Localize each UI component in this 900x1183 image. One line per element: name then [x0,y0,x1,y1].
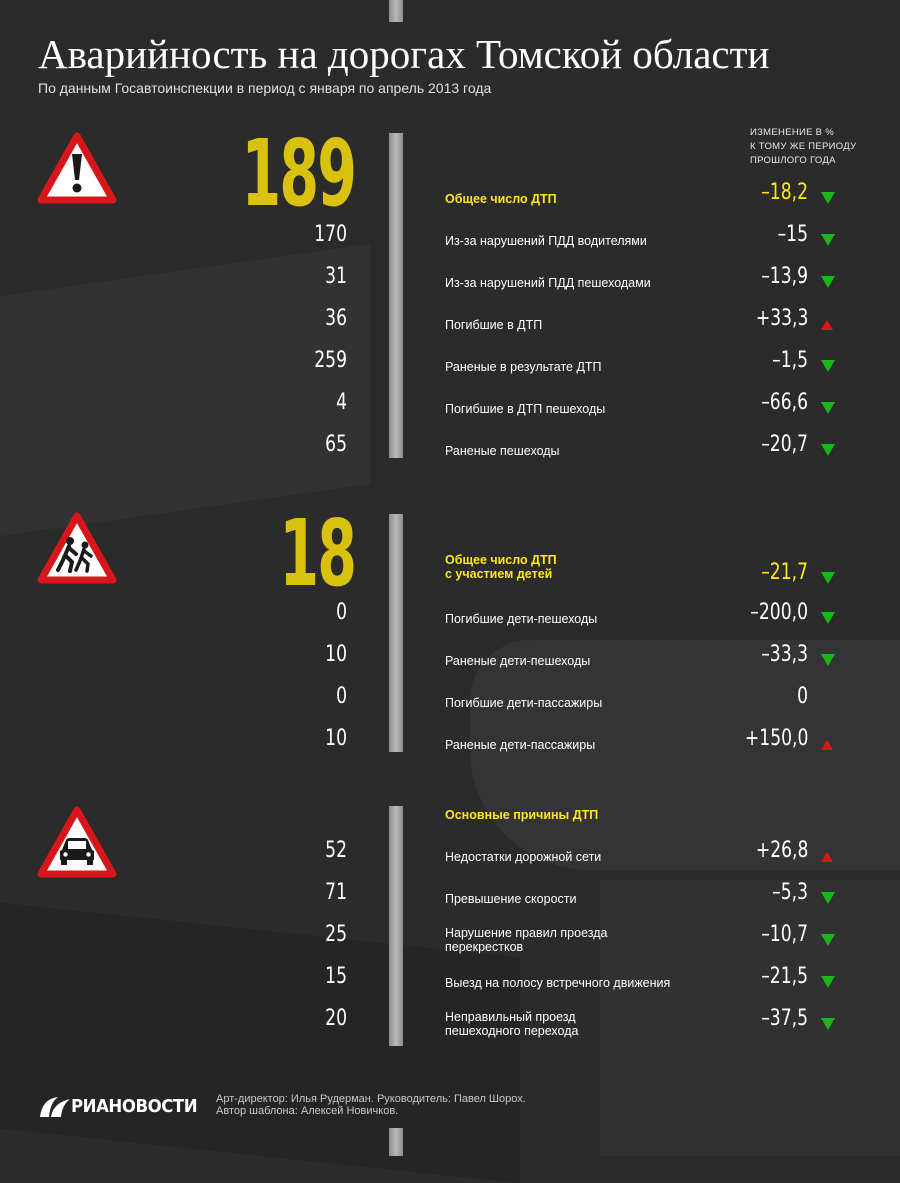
increase-arrow-icon [821,852,833,862]
increase-arrow-icon [821,320,833,330]
stat-change: +33,3 [755,306,808,331]
credits-line: Автор шаблона: Алексей Новичков. [216,1105,399,1117]
decrease-arrow-icon [821,572,835,584]
stat-value: 25 [325,922,347,947]
stat-value: 0 [336,684,347,709]
stat-label: Раненые пешеходы [445,444,560,458]
stat-label: Нарушение правил проезда перекрестков [445,926,608,954]
stat-value: 10 [325,642,347,667]
stat-label: Раненые в результате ДТП [445,360,602,374]
stat-label: Погибшие в ДТП [445,318,543,332]
decrease-arrow-icon [821,276,835,288]
causes-heading: Основные причины ДТП [445,808,599,822]
stat-row [0,964,900,1006]
stat-row [0,600,900,642]
stat-label: Общее число ДТП [445,192,557,206]
stat-change: –20,7 [761,432,808,457]
stat-value: 259 [314,348,347,373]
stat-label: Превышение скорости [445,892,577,906]
decrease-arrow-icon [821,360,835,372]
stat-row [0,432,900,474]
stat-change: –5,3 [772,880,808,905]
road-stripe [389,0,403,22]
stat-label: Недостатки дорожной сети [445,850,602,864]
stat-value: 4 [336,390,347,415]
page-subtitle: По данным Госавтоинспекции в период с января по апрель 2013 года [38,80,492,96]
stat-value: 15 [325,964,347,989]
credits [216,1093,526,1117]
stat-change: –66,6 [761,390,808,415]
decrease-arrow-icon [821,444,835,456]
stat-change: –1,5 [772,348,808,373]
total-accidents-number: 189 [241,120,355,227]
decrease-arrow-icon [821,192,835,204]
stat-label: Из-за нарушений ПДД пешеходами [445,276,651,290]
stat-change: –200,0 [750,600,808,625]
stat-label: Из-за нарушений ПДД водителями [445,234,647,248]
page-title: Аварийность на дорогах Томской области [38,31,770,77]
stat-row [0,838,900,880]
stat-value: 52 [325,838,347,863]
change-column-header [750,126,856,168]
stat-label: Погибшие дети-пассажиры [445,696,603,710]
stat-change: –33,3 [761,642,808,667]
stat-row [0,1006,900,1048]
decrease-arrow-icon [821,234,835,246]
child-accidents-number: 18 [279,500,355,607]
change-header-line: ИЗМЕНЕНИЕ В % [750,127,835,138]
stat-row [0,390,900,432]
stat-label: Погибшие в ДТП пешеходы [445,402,606,416]
change-header-line: К ТОМУ ЖЕ ПЕРИОДУ [750,141,857,152]
stat-row [0,684,900,726]
stat-change: –15 [777,222,808,247]
stat-change: 0 [797,684,808,709]
stat-label: Раненые дети-пешеходы [445,654,591,668]
stat-value: 20 [325,1006,347,1031]
stat-row [0,726,900,768]
stat-value: 71 [325,880,347,905]
stat-row [0,880,900,922]
stat-row [0,553,900,602]
decrease-arrow-icon [821,402,835,414]
road-stripe [389,1128,403,1156]
credits-line: Арт-директор: Илья Рудерман. Руководитель: Павел Шорох. [216,1093,526,1105]
stat-row [0,222,900,264]
change-header-line: ПРОШЛОГО ГОДА [750,155,836,166]
stat-change: –37,5 [761,1006,808,1031]
stat-change: +26,8 [755,838,808,863]
decrease-arrow-icon [821,612,835,624]
decrease-arrow-icon [821,1018,835,1030]
ria-logo-icon [38,1095,72,1119]
stat-change: –18,2 [761,180,808,205]
stat-label: Погибшие дети-пешеходы [445,612,598,626]
stat-value: 10 [325,726,347,751]
decrease-arrow-icon [821,654,835,666]
stat-row [0,922,900,964]
stat-row [0,348,900,390]
stat-row [0,264,900,306]
stat-change: –10,7 [761,922,808,947]
stat-label: Выезд на полосу встречного движения [445,976,671,990]
stat-row [0,180,900,222]
stat-label: Неправильный проезд пешеходного перехода [445,1010,579,1038]
stat-row [0,306,900,348]
stat-change: –21,5 [761,964,808,989]
stat-value: 31 [325,264,347,289]
decrease-arrow-icon [821,976,835,988]
stat-label: Общее число ДТП с участием детей [445,553,557,581]
increase-arrow-icon [821,740,833,750]
stat-value: 65 [325,432,347,457]
stat-value: 0 [336,600,347,625]
stat-value: 36 [325,306,347,331]
stat-change: –13,9 [761,264,808,289]
stat-change: –21,7 [761,560,808,585]
ria-logo-text: РИАНОВОСТИ [71,1096,198,1117]
stat-label: Раненые дети-пассажиры [445,738,596,752]
decrease-arrow-icon [821,892,835,904]
stat-value: 170 [314,222,347,247]
stat-change: +150,0 [744,726,808,751]
decrease-arrow-icon [821,934,835,946]
stat-row [0,642,900,684]
